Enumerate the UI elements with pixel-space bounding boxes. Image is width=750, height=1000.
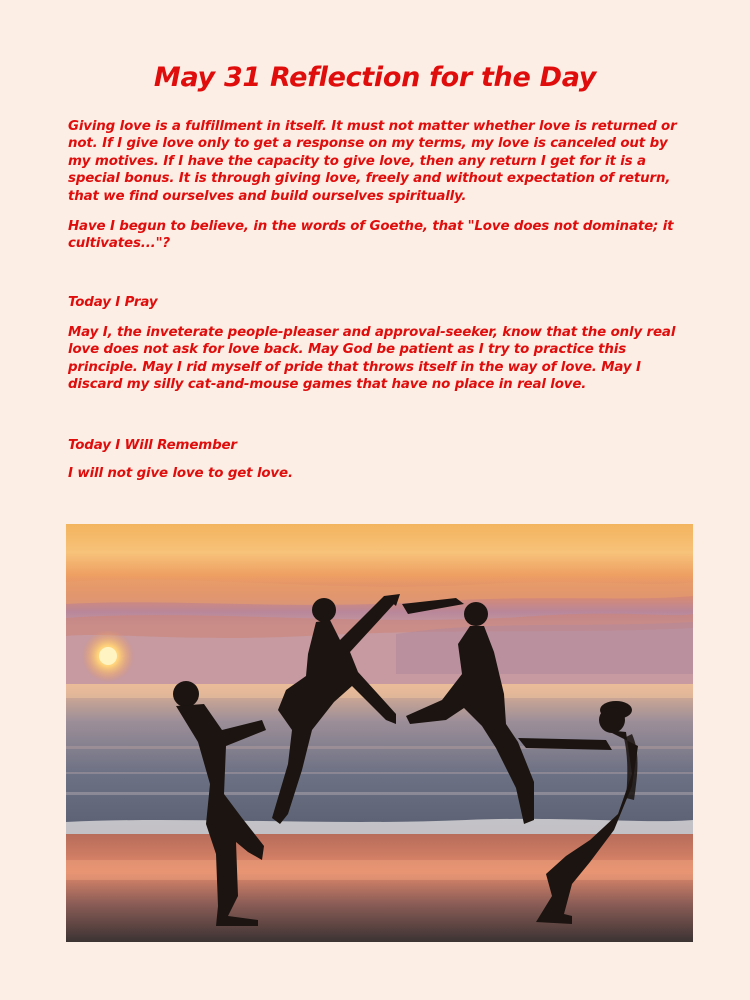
sunset-heart-photo: [66, 524, 693, 942]
reflection-paragraph-2: Have I begun to believe, in the words of Goethe, that "Love does not dominate; it cultivates..."?: [68, 219, 674, 252]
remember-text: I will not give love to get love.: [68, 466, 293, 481]
page-title: May 31 Reflection for the Day: [153, 62, 597, 93]
remember-heading: Today I Will Remember: [68, 438, 237, 453]
prayer-heading: Today I Pray: [68, 295, 158, 310]
sunset-heart-illustration: [66, 524, 693, 942]
reflection-paragraph-1: Giving love is a fulfillment in itself. It must not matter whether love is returned or not. If I give love only to get a response on my terms, my love is canceled out by my motives. If I have the capacity to give love, then any return I get for it is a special bonus. It is through giving love, freely and without expectation of return, that we find ourselves and build ourselves spiritually.: [68, 119, 677, 204]
prayer-text: May I, the inveterate people-pleaser and approval-seeker, know that the only real love does not ask for love back. May God be patient as I try to practice this principle. May I rid myself of pride that throws itself in the way of love. May I discard my silly cat-and-mouse games that have no place in real love.: [68, 325, 676, 393]
